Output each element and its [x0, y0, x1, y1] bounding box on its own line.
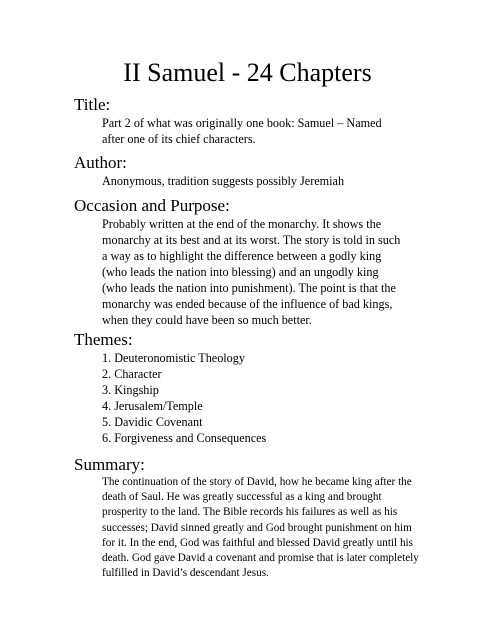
section-heading-occasion: Occasion and Purpose: — [74, 196, 230, 215]
body-line: (who leads the nation into punishment). The point is that the — [102, 281, 396, 295]
theme-item: 6. Forgiveness and Consequences — [102, 431, 267, 445]
body-line: prosperity to the land. The Bible records his failures as well as his — [102, 506, 398, 519]
body-line: monarchy at its best and at its worst. The story is told in such — [102, 233, 401, 247]
body-line: monarchy was ended because of the influence of bad kings, — [102, 297, 393, 311]
body-line: The continuation of the story of David, how he became king after the — [102, 476, 412, 488]
section-heading-themes: Themes: — [74, 330, 133, 349]
section-title — [74, 95, 474, 147]
theme-item: 2. Character — [102, 367, 162, 381]
theme-item: 4. Jerusalem/Temple — [102, 399, 203, 413]
body-line: Probably written at the end of the monarchy. It shows the — [102, 217, 382, 231]
section-heading-summary: Summary: — [74, 455, 145, 474]
themes-list — [102, 350, 474, 446]
section-body-occasion — [102, 216, 474, 328]
body-line: (who leads the nation into blessing) and an ungodly king — [102, 265, 379, 279]
body-line: Part 2 of what was originally one book: Samuel – Named — [102, 116, 382, 130]
section-body-summary — [102, 475, 474, 581]
theme-item: 1. Deuteronomistic Theology — [102, 351, 245, 365]
body-line: fulfilled in David’s descendant Jesus. — [102, 567, 269, 580]
section-heading-author: Author: — [74, 153, 127, 172]
section-body-author — [102, 173, 474, 189]
theme-item: 3. Kingship — [102, 383, 159, 397]
section-occasion — [74, 196, 474, 328]
section-summary — [74, 455, 474, 581]
body-line: after one of its chief characters. — [102, 132, 256, 146]
body-line: when they could have been so much better. — [102, 313, 312, 327]
body-line: successes; David sinned greatly and God brought punishment on him — [102, 521, 412, 534]
body-line: death. God gave David a covenant and promise that is later completely — [102, 552, 419, 565]
section-body-title — [102, 115, 474, 147]
body-line: a way as to highlight the difference between a godly king — [102, 249, 382, 263]
body-line: for it. In the end, God was faithful and blessed David greatly until his — [102, 536, 414, 549]
section-themes — [74, 330, 474, 446]
document-title: II Samuel - 24 Chapters — [123, 58, 372, 87]
theme-item: 5. Davidic Covenant — [102, 415, 203, 429]
body-line: Anonymous, tradition suggests possibly Jeremiah — [102, 174, 345, 188]
section-author — [74, 153, 474, 189]
section-heading-title: Title: — [74, 95, 111, 114]
body-line: death of Saul. He was greatly successful as a king and brought — [102, 491, 382, 504]
